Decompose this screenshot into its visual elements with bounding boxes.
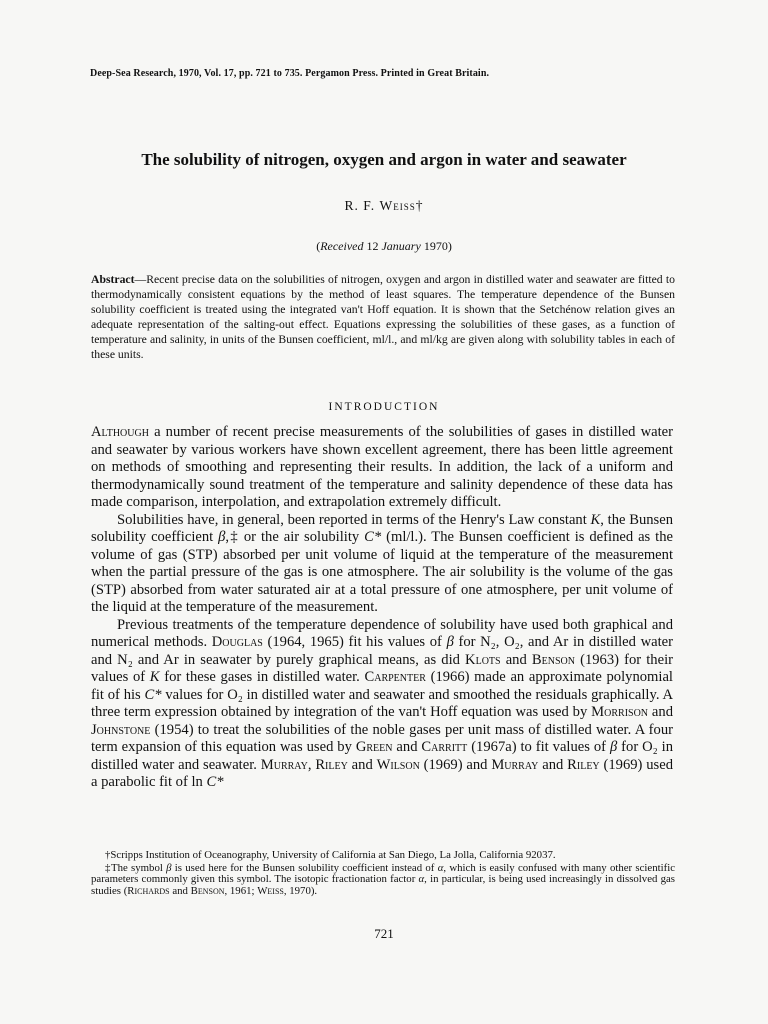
symbol-C-star: C* [144, 686, 162, 703]
fn2-text-b: is used here for the Bunsen solubility coefficient instead of [171, 861, 438, 874]
fn2-text-a: ‡The symbol [105, 861, 167, 874]
received-month: January [381, 239, 421, 253]
author-ref: Carritt [421, 739, 468, 755]
received-open-paren: ( [316, 239, 321, 253]
symbol-C-star: C* [206, 774, 224, 790]
p3-text-b: (1964, 1965) fit his values of [262, 634, 447, 650]
abstract-text: —Recent precise data on the solubilities of nitrogen, oxygen and argon in distilled water and seawater are fitted to thermodynamically consistent equations by the method of least squares. The temperature dependence of the Bunsen solubility coefficient is treated using the integrated van't Hoff equation. It is shown that the Setchénow relation gives an adequate representation of the salting-out effect. Equations expressing the solubilities of these gases, as a function of temperature and salinity, in units of the Bunsen coefficient, ml/l., and ml/kg are given along with solubility tables in each of these units. [91, 273, 675, 362]
author-ref: Douglas [211, 634, 263, 650]
author-ref: Richards [127, 884, 170, 897]
p3-text-h: (1954) to treat the solubilities of the noble gases per unit mass of distilled water. A four term expansion of this equation was used by [91, 721, 673, 755]
paragraph-1-lead: Although [91, 424, 149, 440]
symbol-K: K [149, 669, 160, 685]
author-ref: Murray [491, 756, 539, 773]
p3-text-e: for these gases in distilled water. [159, 669, 365, 685]
p3-text-i: (1967a) to fit values of [467, 739, 610, 755]
paragraph-2 [91, 512, 673, 617]
received-year: 1970 [423, 239, 448, 253]
page-number: 721 [374, 926, 394, 941]
p3-and: and [392, 739, 422, 755]
symbol-K: K [590, 511, 601, 528]
p2-text-a: Solubilities have, in general, been reported in terms of the Henry's Law constant [117, 511, 591, 528]
author-footnote-mark: † [415, 198, 424, 213]
p3-and: and [538, 756, 568, 773]
p3-text-c: for N₂, O₂, and Ar in distilled water and N₂ and Ar in seawater by purely graphical means, as did [91, 634, 674, 668]
p3-and: and [500, 651, 532, 668]
author-ref: Johnstone [91, 721, 151, 738]
fn2-text-e: , 1961; [224, 884, 258, 897]
author-ref: Riley [567, 756, 600, 773]
author-surname: Weiss [379, 198, 416, 213]
author-ref: Weiss [257, 884, 284, 897]
abstract [91, 272, 675, 363]
symbol-beta: β [166, 861, 172, 874]
paragraph-1 [91, 424, 673, 512]
p3-and: and [648, 704, 673, 720]
symbol-beta: β [218, 529, 226, 545]
introduction-body [91, 424, 673, 792]
section-heading-introduction: INTRODUCTION [328, 401, 440, 413]
p3-text-j: for O₂ in distilled water and seawater. [91, 739, 673, 773]
author-ref: Wilson [376, 756, 420, 773]
p3-text-f: (1966) made an approximate polynomial fit of his [91, 669, 673, 703]
author-ref: Benson [190, 884, 225, 897]
p3-and: and [347, 756, 377, 773]
received-day: 12 [366, 239, 379, 253]
author-ref: Murray [260, 756, 308, 773]
symbol-alpha: α [437, 861, 444, 874]
footnotes [91, 850, 675, 898]
fn2-text-c: , which is easily confused with many other scientific parameters commonly given this symbol. The isotopic fractionation factor [91, 861, 675, 886]
p3-text-g: values for O₂ in distilled water and seawater and smoothed the residuals graphically. A three term expression obtained by integration of the van't Hoff equation was used by [91, 686, 673, 720]
abstract-label: Abstract [91, 273, 135, 286]
p3-comma: , [307, 756, 316, 773]
received-close-paren: ) [447, 239, 452, 253]
symbol-beta: β [609, 739, 618, 755]
p3-text-l: (1969) and [419, 756, 492, 773]
fn2-and: and [169, 884, 191, 897]
author-initials: R. F. [344, 198, 376, 213]
running-head: Deep-Sea Research, 1970, Vol. 17, pp. 721 to 735. Pergamon Press. Printed in Great Britain. [90, 68, 490, 79]
p3-text-a: Previous treatments of the temperature dependence of solubility have used both graphical and numerical methods. [91, 616, 673, 650]
paragraph-1-text: a number of recent precise measurements of the solubilities of gases in distilled water and seawater by various workers have shown excellent agreement, there has been little agreement on methods of smoothing and representing their results. In addition, the lack of a uniform and thermodynamically sound treatment of the temperature and salinity dependence of these data has made comparison, interpolation, and extrapolation extremely difficult. [91, 424, 673, 510]
received-label: Received [320, 239, 364, 253]
author-line [0, 198, 768, 214]
author-ref: Benson [531, 651, 575, 668]
fn2-text-f: , 1970). [283, 884, 318, 897]
symbol-beta: β [446, 634, 454, 650]
symbol-C-star: C* [364, 529, 382, 545]
author-ref: Riley [315, 756, 348, 773]
footnote-affiliation: †Scripps Institution of Oceanography, University of California at San Diego, La Jolla, California 92037. [105, 849, 556, 861]
p2-text-b: , the Bunsen solubility coefficient [91, 511, 673, 545]
fn2-text-d: , in particular, is being used increasingly in dissolved gas studies ( [91, 873, 675, 897]
author-ref: Green [355, 739, 393, 755]
p2-text-d: (ml/l.). The Bunsen coefficient is defined as the volume of gas (STP) absorbed per unit volume of liquid at the temperature of the measurement when the partial pressure of the gas is one atmosphere. The air solubility is the volume of the gas (STP) absorbed from water saturated air at a total pressure of one atmosphere, per unit volume of the liquid at the temperature of the measurement. [91, 529, 673, 615]
paragraph-3 [91, 617, 673, 792]
author-ref: Morrison [591, 704, 649, 720]
paper-title: The solubility of nitrogen, oxygen and argon in water and seawater [141, 150, 627, 169]
p2-text-c: ,‡ or the air solubility [225, 529, 365, 545]
symbol-alpha: α [418, 873, 425, 886]
author-ref: Carpenter [364, 669, 426, 685]
footnote-symbol [91, 863, 675, 898]
author-ref: Klots [465, 651, 501, 668]
p3-text-m: (1969) used a parabolic fit of ln [91, 756, 673, 790]
received-date [0, 239, 768, 254]
p3-text-d: (1963) for their values of [91, 651, 673, 685]
